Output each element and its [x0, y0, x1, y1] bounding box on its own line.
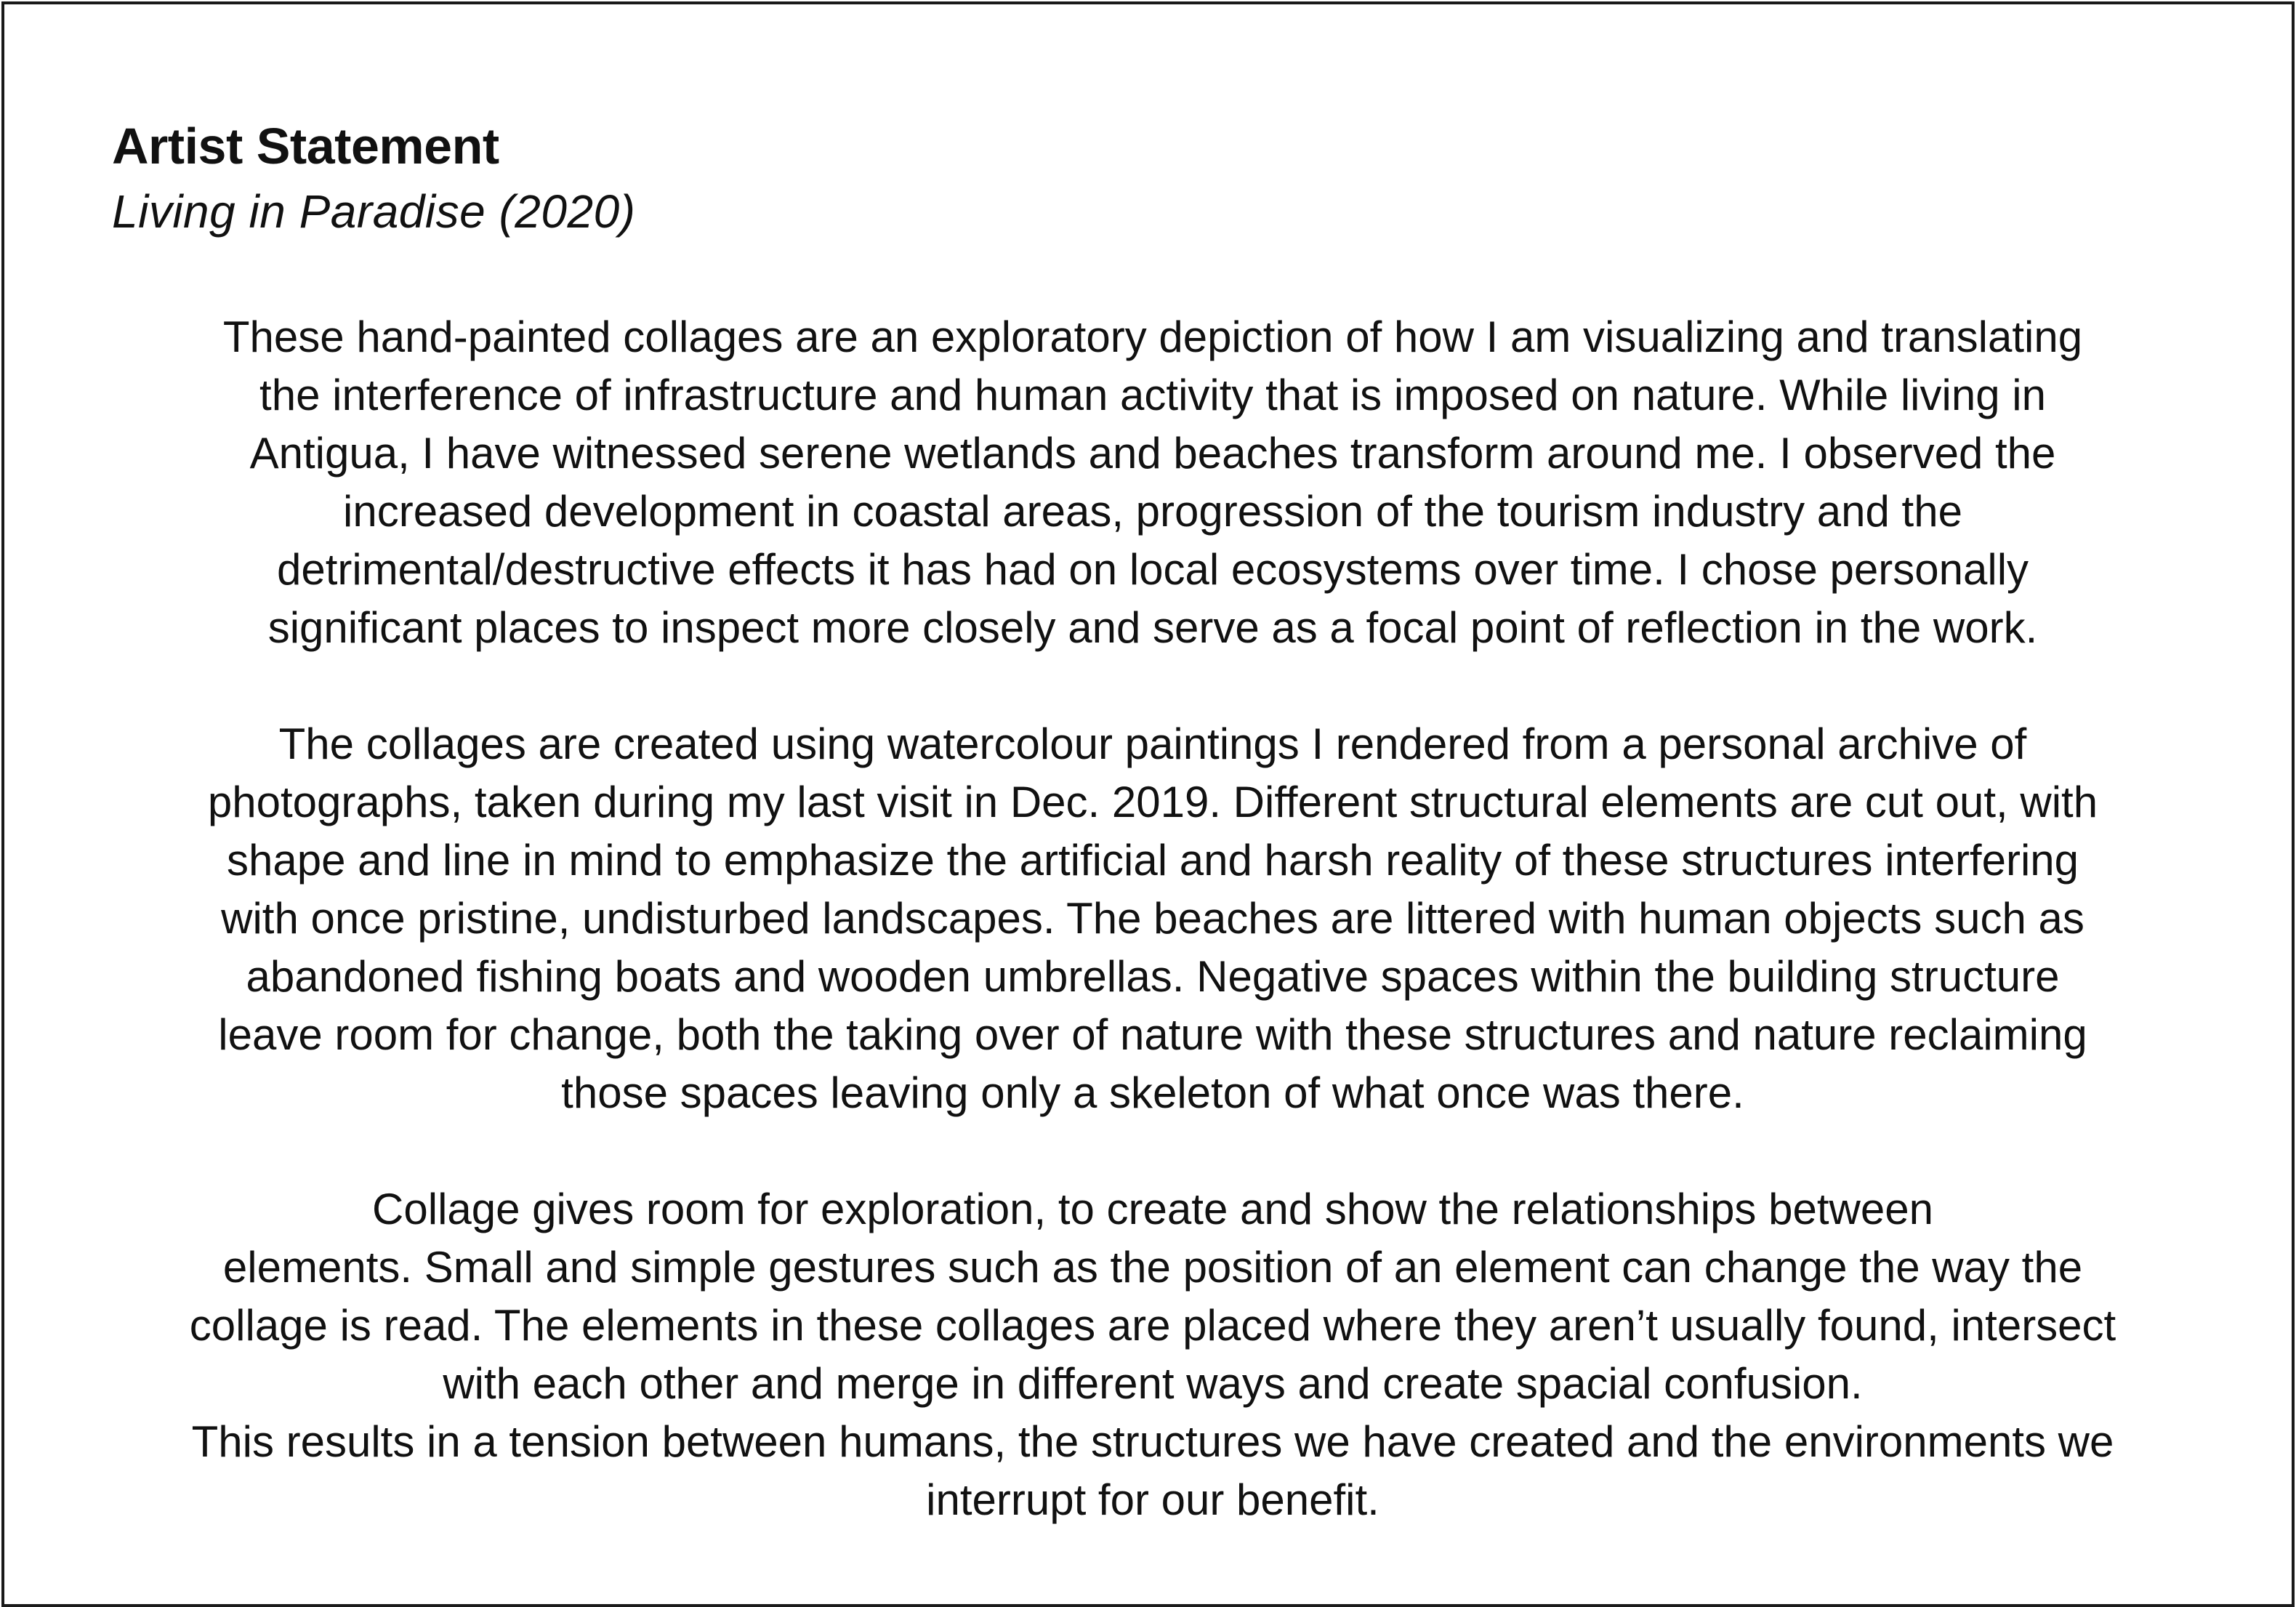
text-line: interrupt for our benefit.: [926, 1475, 1379, 1524]
text-line: Collage gives room for exploration, to create and show the relationships between: [372, 1185, 1933, 1233]
text-line: shape and line in mind to emphasize the artificial and harsh reality of these structures interfering: [226, 836, 2079, 885]
paragraph-1: [92, 308, 2214, 657]
text-line: significant places to inspect more closely and serve as a focal point of reflection in the work.: [267, 603, 2038, 652]
text-line: collage is read. The elements in these collages are placed where they aren’t usually found, intersect: [189, 1301, 2116, 1350]
statement-title: Artist Statement: [112, 118, 499, 174]
text-line: with each other and merge in different ways and create spacial confusion.: [443, 1359, 1863, 1408]
text-line: the interference of infrastructure and human activity that is imposed on nature. While living in: [259, 371, 2046, 419]
text-line: abandoned fishing boats and wooden umbrellas. Negative spaces within the building structure: [246, 952, 2060, 1001]
paragraph-3: [92, 1180, 2214, 1529]
statement-subtitle: Living in Paradise (2020): [112, 185, 636, 238]
text-line: These hand-painted collages are an exploratory depiction of how I am visualizing and translating: [222, 313, 2083, 361]
text-line: Antigua, I have witnessed serene wetlands and beaches transform around me. I observed the: [249, 429, 2056, 478]
statement-card: [1, 1, 2295, 1607]
statement-heading: [112, 113, 1275, 244]
text-line: The collages are created using watercolour paintings I rendered from a personal archive of: [278, 720, 2027, 768]
text-line: detrimental/destructive effects it has had on local ecosystems over time. I chose personally: [276, 545, 2029, 594]
paragraph-2: [92, 715, 2214, 1122]
text-line: This results in a tension between humans, the structures we have created and the environments we: [191, 1417, 2114, 1466]
text-line: leave room for change, both the taking over of nature with these structures and nature reclaiming: [218, 1010, 2087, 1059]
text-line: photographs, taken during my last visit in Dec. 2019. Different structural elements are cut out, with: [207, 778, 2098, 826]
text-line: with once pristine, undisturbed landscapes. The beaches are littered with human objects such as: [221, 894, 2084, 943]
statement-body: [92, 308, 2214, 1587]
text-line: those spaces leaving only a skeleton of what once was there.: [561, 1068, 1744, 1117]
text-line: elements. Small and simple gestures such as the position of an element can change the way the: [222, 1243, 2083, 1292]
text-line: increased development in coastal areas, progression of the tourism industry and the: [343, 487, 1962, 536]
